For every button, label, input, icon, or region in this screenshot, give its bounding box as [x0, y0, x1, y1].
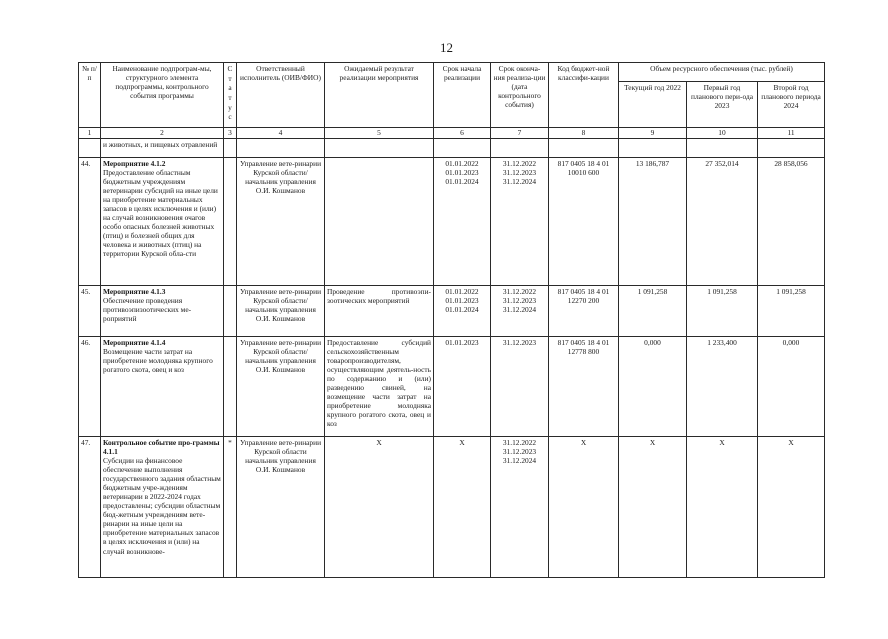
column-number: 2: [101, 128, 224, 139]
header-row: [79, 63, 825, 82]
row-value-2024: X: [758, 437, 825, 578]
row-budget-code: X: [549, 437, 619, 578]
column-number: 7: [491, 128, 549, 139]
row-end-dates: 31.12.2023: [491, 337, 549, 437]
row-title: Мероприятие 4.1.2: [103, 159, 166, 169]
row-value-2024: 0,000: [758, 337, 825, 437]
header-2024: Второй год планового периода 2024: [758, 82, 825, 128]
continuation-text: и животных, и пищевых отравлений: [101, 139, 224, 158]
row-start-dates: 01.01.2022 01.01.2023 01.01.2024: [434, 158, 491, 286]
row-result: Предоставление субсидий сельскохозяйственным товаропроизводителям, осуществляющим деятель-ность по содержанию и (или) разведению свиней, на возмещение части затрат на приобретение молодняка крупного рогатого скота, овец и коз: [325, 337, 434, 437]
row-value-2023: 1 091,258: [687, 286, 758, 337]
column-number: 5: [325, 128, 434, 139]
column-number: 3: [224, 128, 237, 139]
row-value-2024: 28 858,056: [758, 158, 825, 286]
row-status: [224, 286, 237, 337]
table-row: [79, 286, 825, 337]
row-start-dates: 01.01.2022 01.01.2023 01.01.2024: [434, 286, 491, 337]
resource-table: [78, 62, 825, 578]
row-value-2023: X: [687, 437, 758, 578]
row-value-2022: 13 186,787: [619, 158, 687, 286]
row-start-dates: X: [434, 437, 491, 578]
header-end: Срок оконча-ния реализа-ции (дата контрольного события): [491, 63, 549, 128]
table-row: [79, 158, 825, 286]
row-status: *: [224, 437, 237, 578]
header-executor: Ответственный исполнитель (ОИВ/ФИО): [237, 63, 325, 128]
row-start-dates: 01.01.2023: [434, 337, 491, 437]
row-executor: Управление вете-ринарии Курской области/ начальник управления О.И. Кошманов: [237, 337, 325, 437]
row-budget-code: 817 0405 18 4 01 12778 800: [549, 337, 619, 437]
row-value-2022: X: [619, 437, 687, 578]
column-number: 1: [79, 128, 101, 139]
header-resource-group: Объем ресурсного обеспечения (тыс. рублей): [619, 63, 825, 82]
column-number: 8: [549, 128, 619, 139]
column-number: 11: [758, 128, 825, 139]
page-number: 12: [440, 40, 453, 55]
row-value-2024: 1 091,258: [758, 286, 825, 337]
header-result: Ожидаемый результат реализации мероприятия: [325, 63, 434, 128]
header-status-letter: у: [228, 102, 232, 112]
row-name: Предоставление областным бюджетным учреждениям ветеринарии субсидий на иные цели на приобретение материальных запасов в целях исключения и (или) на случай возникновения очагов особо опасных болезней животных (птиц) и болезней общих для человека и животных (птиц) на территории Курской обла-сти: [103, 168, 218, 259]
header-status-letter: с: [228, 112, 232, 122]
row-budget-code: 817 0405 18 4 01 10010 600: [549, 158, 619, 286]
row-status: [224, 337, 237, 437]
row-result: X: [325, 437, 434, 578]
row-name: Возмещение части затрат на приобретение молодняка крупного рогатого скота, овец и коз: [103, 347, 213, 375]
row-title: Мероприятие 4.1.3: [103, 287, 166, 297]
row-name-cell: [101, 158, 224, 286]
row-name-cell: [101, 337, 224, 437]
row-value-2022: 1 091,258: [619, 286, 687, 337]
column-number: 6: [434, 128, 491, 139]
row-end-dates: 31.12.2022 31.12.2023 31.12.2024: [491, 286, 549, 337]
column-number: 10: [687, 128, 758, 139]
row-value-2023: 1 233,400: [687, 337, 758, 437]
row-result: Проведение противоэпи-зоотических мероприятий: [325, 286, 434, 337]
row-name-cell: [101, 437, 224, 578]
header-name: Наименование подпрограм-мы, структурного элемента подпрограммы, контрольного события программы: [101, 63, 224, 128]
table-row: [79, 437, 825, 578]
continuation-row: [79, 139, 825, 158]
row-executor: Управление вете-ринарии Курской области начальник управления О.И. Кошманов: [237, 437, 325, 578]
row-title: Контрольное событие про-граммы 4.1.1: [103, 438, 220, 457]
header-code: Код бюджет-ной классифи-кации: [549, 63, 619, 128]
column-number-row: [79, 128, 825, 139]
table-row: [79, 337, 825, 437]
column-number: 4: [237, 128, 325, 139]
row-status: [224, 158, 237, 286]
row-end-dates: 31.12.2022 31.12.2023 31.12.2024: [491, 437, 549, 578]
row-number: 45.: [79, 286, 101, 337]
row-value-2022: 0,000: [619, 337, 687, 437]
row-executor: Управление вете-ринарии Курской области/ начальник управления О.И. Кошманов: [237, 158, 325, 286]
row-number: 44.: [79, 158, 101, 286]
row-budget-code: 817 0405 18 4 01 12270 200: [549, 286, 619, 337]
header-start: Срок начала реализации: [434, 63, 491, 128]
header-2023: Первый год планового пери-ода 2023: [687, 82, 758, 128]
row-number: 47.: [79, 437, 101, 578]
column-number: 9: [619, 128, 687, 139]
row-executor: Управление вете-ринарии Курской области/ начальник управления О.И. Кошманов: [237, 286, 325, 337]
header-status-letter: С: [227, 64, 233, 73]
row-name-cell: [101, 286, 224, 337]
header-status: [224, 63, 237, 128]
header-status-letter: т: [228, 73, 232, 83]
row-title: Мероприятие 4.1.4: [103, 338, 166, 348]
row-value-2023: 27 352,014: [687, 158, 758, 286]
header-2022: Текущий год 2022: [619, 82, 687, 128]
row-number: 46.: [79, 337, 101, 437]
row-name: Обеспечение проведения противоэпизоотических ме-роприятий: [103, 296, 192, 324]
row-name: Субсидии на финансовое обеспечение выполнения государственного задания областным бюджетным учре-ждениям ветеринарии в 2022-2024 годах предоставлены; субсидии областным бюд-жетным учреждениям вете-ринарии на иные цели на приобретение материальных запасов в целях исключения и (или) на случай возникнове-: [103, 456, 221, 556]
header-status-letter: т: [228, 92, 232, 102]
header-num: № п/п: [79, 63, 101, 128]
row-end-dates: 31.12.2022 31.12.2023 31.12.2024: [491, 158, 549, 286]
row-result: [325, 158, 434, 286]
header-status-letter: а: [228, 83, 232, 93]
